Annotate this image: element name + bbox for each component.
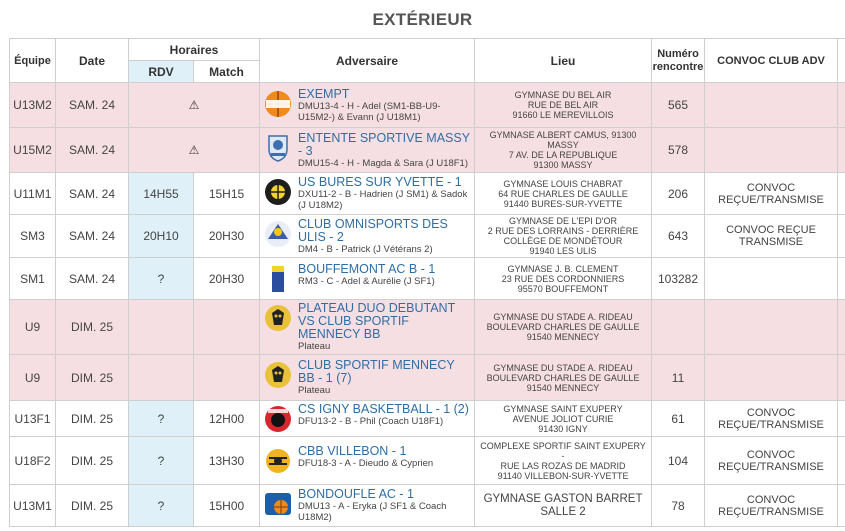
match-time: 20H30 [194, 215, 260, 258]
date-cell: SAM. 24 [56, 258, 129, 300]
equipe-cell: U15M2 [10, 128, 56, 173]
adversaire-cell [260, 258, 475, 300]
villebon-logo-icon [263, 446, 293, 476]
date-cell: DIM. 25 [56, 401, 129, 437]
champ-logo-icon [263, 89, 293, 119]
extra-cell [838, 355, 845, 401]
date-cell: DIM. 25 [56, 355, 129, 401]
equipe-cell: U11M1 [10, 173, 56, 215]
lieu-cell [475, 437, 652, 485]
rdv-time [129, 300, 194, 355]
table-row [10, 128, 845, 173]
header-extra [838, 39, 845, 83]
opponent-team-link[interactable]: BOUFFEMONT AC B - 1 [298, 262, 436, 276]
lieu-cell [475, 401, 652, 437]
adversaire-cell [260, 83, 475, 128]
adversaire-cell [260, 355, 475, 401]
lieu-line: BOULEVARD CHARLES DE GAULLE [486, 372, 640, 383]
rdv-time: ? [129, 485, 194, 527]
rdv-time [129, 355, 194, 401]
equipe-cell: U13F1 [10, 401, 56, 437]
date-cell: DIM. 25 [56, 437, 129, 485]
rdv-time: ? [129, 258, 194, 300]
table-row [10, 215, 845, 258]
opponent-team-link[interactable]: US BURES SUR YVETTE - 1 [298, 175, 462, 189]
lieu-line: GYMNASE DU STADE A. RIDEAU [493, 362, 633, 373]
extra-cell [838, 128, 845, 173]
opponent-team-link[interactable]: BONDOUFLE AC - 1 [298, 487, 415, 501]
lieu-line: GYMNASE GASTON BARRET [483, 492, 643, 505]
convoc-cell [705, 355, 838, 401]
section-title: EXTÉRIEUR [372, 10, 473, 29]
equipe-cell: U9 [10, 355, 56, 401]
lieu-cell [475, 215, 652, 258]
numero-cell: 206 [652, 173, 705, 215]
extra-cell [838, 437, 845, 485]
lieu-cell [475, 258, 652, 300]
table-row [10, 485, 845, 527]
date-cell: SAM. 24 [56, 173, 129, 215]
horaires-warning [129, 83, 260, 128]
lieu-line: 91300 MASSY [533, 160, 593, 170]
convoc-cell: CONVOC REÇUE/TRANSMISE [705, 437, 838, 485]
numero-cell: 61 [652, 401, 705, 437]
lieu-line: 23 RUE DES CORDONNIERS [501, 273, 625, 284]
convoc-cell [705, 258, 838, 300]
lieu-cell [475, 83, 652, 128]
match-detail: DXU11-2 - B - Hadrien (J SM1) & Sadok (J U18M2) [298, 189, 468, 211]
lieu-line: GYMNASE ALBERT CAMUS, 91300 MASSY [489, 130, 637, 150]
table-row [10, 258, 845, 300]
lieu-line: 91540 MENNECY [526, 382, 600, 393]
convoc-cell [705, 128, 838, 173]
lieu-line: COMPLEXE SPORTIF SAINT EXUPERY [480, 440, 646, 451]
warning-icon: ⚠ [188, 143, 200, 157]
numero-cell: 104 [652, 437, 705, 485]
horaires-warning [129, 128, 260, 173]
convoc-cell [705, 83, 838, 128]
opponent-team-link[interactable]: CLUB OMNISPORTS DES ULIS - 2 [298, 216, 448, 244]
equipe-cell: U18F2 [10, 437, 56, 485]
lieu-cell [475, 355, 652, 401]
extra-cell [838, 258, 845, 300]
lieu-line: GYMNASE DU STADE A. RIDEAU [493, 312, 633, 322]
match-time [194, 355, 260, 401]
date-cell: SAM. 24 [56, 128, 129, 173]
header-date: Date [56, 39, 129, 83]
bouffemont-logo-icon [263, 264, 293, 294]
numero-cell [652, 300, 705, 355]
match-time: 15H00 [194, 485, 260, 527]
date-cell: SAM. 24 [56, 215, 129, 258]
rdv-time: 14H55 [129, 173, 194, 215]
date-cell: DIM. 25 [56, 300, 129, 355]
lieu-cell [475, 300, 652, 355]
convoc-cell: CONVOC REÇUE/TRANSMISE [705, 173, 838, 215]
header-adversaire: Adversaire [260, 39, 475, 83]
match-detail: DMU15-4 - H - Magda & Sara (J U18F1) [298, 157, 469, 169]
header-rdv: RDV [129, 61, 194, 83]
match-detail: RM3 - C - Adel & Aurélie (J SF1) [298, 276, 435, 287]
table-body [10, 83, 845, 527]
match-detail: Plateau [298, 385, 331, 396]
extra-cell [838, 485, 845, 527]
match-time: 15H15 [194, 173, 260, 215]
igny-logo-icon [263, 404, 293, 434]
ulis-logo-icon [263, 219, 293, 249]
header-equipe: Équipe [10, 39, 56, 83]
header-lieu: Lieu [475, 39, 652, 83]
opponent-team-link[interactable]: PLATEAU DUO DEBUTANT VS CLUB SPORTIF MENNECY BB [298, 301, 455, 341]
adversaire-cell [260, 485, 475, 527]
match-detail: DMU13 - A - Eryka (J SF1 & Coach U18M2) [298, 501, 447, 523]
adversaire-cell [260, 173, 475, 215]
header-convoc: CONVOC CLUB ADV [705, 39, 838, 83]
lieu-line: 91540 MENNECY [526, 332, 600, 342]
adversaire-cell [260, 437, 475, 485]
equipe-cell: SM3 [10, 215, 56, 258]
bondoufle-logo-icon [263, 489, 293, 519]
lieu-line: BOULEVARD CHARLES DE GAULLE [486, 322, 640, 332]
lieu-line: RUE LAS ROZAS DE MADRID [500, 460, 626, 471]
numero-cell: 578 [652, 128, 705, 173]
massy-logo-icon [263, 133, 293, 163]
table-row [10, 173, 845, 215]
convoc-cell: CONVOC REÇUE TRANSMISE [705, 215, 838, 258]
lieu-line: GYMNASE LOUIS CHABRAT [503, 178, 623, 189]
match-detail: Plateau [298, 341, 331, 352]
opponent-team-link[interactable]: CLUB SPORTIF MENNECY BB - 1 (7) [298, 358, 455, 385]
header-horaires: Horaires [129, 39, 260, 61]
extra-cell [838, 173, 845, 215]
convoc-cell: CONVOC REÇUE/TRANSMISE [705, 485, 838, 527]
lieu-line: AVENUE JOLIOT CURIE [512, 413, 614, 424]
equipe-cell: U13M1 [10, 485, 56, 527]
lieu-line: 64 RUE CHARLES DE GAULLE [498, 188, 628, 199]
mennecy-logo-icon [263, 360, 293, 390]
lieu-line: GYMNASE DE L'EPI D'OR [509, 216, 617, 226]
lieu-line: 91430 IGNY [538, 423, 588, 434]
away-games-table [9, 38, 845, 527]
extra-cell [838, 215, 845, 258]
lieu-line: 7 AV. DE LA REPUBLIQUE [508, 150, 618, 160]
extra-cell [838, 401, 845, 437]
header-match: Match [194, 61, 260, 83]
table-row [10, 355, 845, 401]
match-detail: DMU13-4 - H - Adel (SM1-BB-U9-U15M2-) & Evann (J U18M1) [298, 100, 441, 123]
lieu-line: GYMNASE DU BEL AIR [514, 90, 612, 100]
match-time: 12H00 [194, 401, 260, 437]
equipe-cell: SM1 [10, 258, 56, 300]
lieu-line: 91660 LE MEREVILLOIS [512, 110, 614, 120]
lieu-line: 91440 BURES-SUR-YVETTE [503, 198, 623, 209]
numero-cell: 565 [652, 83, 705, 128]
lieu-cell [475, 128, 652, 173]
rdv-time: ? [129, 437, 194, 485]
numero-cell: 643 [652, 215, 705, 258]
match-time [194, 300, 260, 355]
lieu-line: SALLE 2 [540, 505, 586, 518]
table-row [10, 401, 845, 437]
warning-icon: ⚠ [188, 98, 200, 112]
equipe-cell: U9 [10, 300, 56, 355]
lieu-line: 91940 LES ULIS [529, 246, 597, 256]
opponent-team-link[interactable]: CBB VILLEBON - 1 [298, 444, 407, 458]
opponent-team-link[interactable]: CS IGNY BASKETBALL - 1 (2) [298, 402, 469, 416]
lieu-line: RUE DE BEL AIR [527, 100, 599, 110]
mennecy-logo-icon [263, 303, 293, 333]
lieu-cell [475, 485, 652, 527]
date-cell: SAM. 24 [56, 83, 129, 128]
rdv-time: ? [129, 401, 194, 437]
match-time: 13H30 [194, 437, 260, 485]
table-row [10, 83, 845, 128]
adversaire-cell [260, 128, 475, 173]
numero-cell: 11 [652, 355, 705, 401]
opponent-team-link[interactable]: EXEMPT [298, 86, 350, 101]
table-row [10, 300, 845, 355]
header-numero-line1: Numéro [657, 47, 699, 60]
convoc-cell: CONVOC REÇUE/TRANSMISE [705, 401, 838, 437]
table-row [10, 437, 845, 485]
opponent-team-link[interactable]: ENTENTE SPORTIVE MASSY - 3 [298, 130, 470, 158]
match-detail: DM4 - B - Patrick (J Vétérans 2) [298, 243, 433, 255]
adversaire-cell [260, 300, 475, 355]
lieu-line: - [561, 450, 565, 461]
lieu-line: 91140 VILLEBON-SUR-YVETTE [497, 470, 629, 481]
header-numero [652, 39, 705, 83]
lieu-cell [475, 173, 652, 215]
lieu-line: 2 RUE DES LORRAINS - DERRIÈRE COLLÈGE DE MONDÉTOUR [487, 226, 639, 246]
equipe-cell: U13M2 [10, 83, 56, 128]
adversaire-cell [260, 215, 475, 258]
numero-cell: 78 [652, 485, 705, 527]
header-numero-line2: rencontre [652, 60, 704, 73]
match-detail: DFU18-3 - A - Dieudo & Cyprien [298, 458, 434, 469]
lieu-line: GYMNASE SAINT EXUPERY [503, 403, 623, 414]
bures-logo-icon [263, 177, 293, 207]
date-cell: DIM. 25 [56, 485, 129, 527]
numero-cell: 103282 [652, 258, 705, 300]
lieu-line: 95570 BOUFFEMONT [517, 283, 609, 294]
adversaire-cell [260, 401, 475, 437]
lieu-line: GYMNASE J. B. CLEMENT [507, 263, 619, 274]
convoc-cell [705, 300, 838, 355]
extra-cell [838, 83, 845, 128]
match-time: 20H30 [194, 258, 260, 300]
rdv-time: 20H10 [129, 215, 194, 258]
match-detail: DFU13-2 - B - Phil (Coach U18F1) [298, 416, 444, 427]
extra-cell [838, 300, 845, 355]
